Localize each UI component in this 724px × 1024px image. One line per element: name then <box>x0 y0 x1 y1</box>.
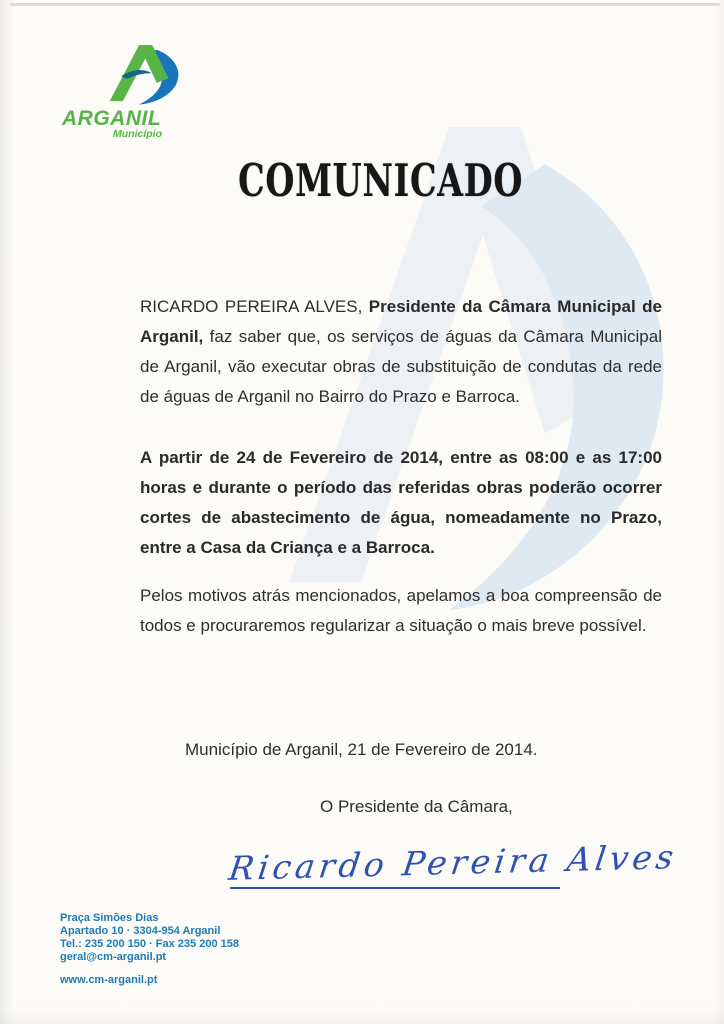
page-title <box>120 154 642 207</box>
footer-contact-block <box>60 912 239 987</box>
logo-wordmark: ARGANIL <box>62 107 162 130</box>
letter-body <box>140 292 662 672</box>
intro-rest: faz saber que, os serviços de águas da Câmara Municipal de Arganil, vão executar obras de substituição de condutas da rede de águas de Arganil no Bairro do Prazo e Barroca. <box>140 327 662 406</box>
logo-subtitle: Município <box>113 128 162 140</box>
footer-address-line1: Praça Simões Dias <box>60 912 159 924</box>
intro-role-bold: Presidente da Câmara Municipal de Arganil, <box>140 297 662 346</box>
footer-email: geral@cm-arganil.pt <box>60 951 167 963</box>
paragraph-apology: Pelos motivos atrás mencionados, apelamos a boa compreensão de todos e procuraremos regularizar a situação o mais breve possível. <box>140 586 662 635</box>
footer-website: www.cm-arganil.pt <box>60 974 158 986</box>
paragraph-works-notice: A partir de 24 de Fevereiro de 2014, entre as 08:00 e as 17:00 horas e durante o período das referidas obras poderão ocorrer cortes de abastecimento de água, nomeadamente no Prazo, entre a Casa da Criança e a Barroca. <box>140 448 662 557</box>
signature-underline <box>230 887 560 889</box>
page-title-text: COMUNICADO <box>238 154 524 207</box>
arganil-logo <box>62 44 184 140</box>
paragraph-intro <box>140 292 662 412</box>
handwritten-signature: Ricardo Pereira Alves <box>226 837 680 888</box>
footer-address-line2: Apartado 10 · 3304-954 Arganil <box>60 925 221 937</box>
footer-phone-line: Tel.: 235 200 150 · Fax 235 200 158 <box>60 938 239 950</box>
arganil-logo-a-icon <box>98 44 186 108</box>
dateline: Município de Arganil, 21 de Fevereiro de 2014. <box>185 740 538 759</box>
scan-edge-artifact <box>10 3 720 6</box>
signature-block <box>226 837 680 889</box>
signature-role: O Presidente da Câmara, <box>320 797 513 816</box>
intro-name: RICARDO PEREIRA ALVES, <box>140 297 369 316</box>
